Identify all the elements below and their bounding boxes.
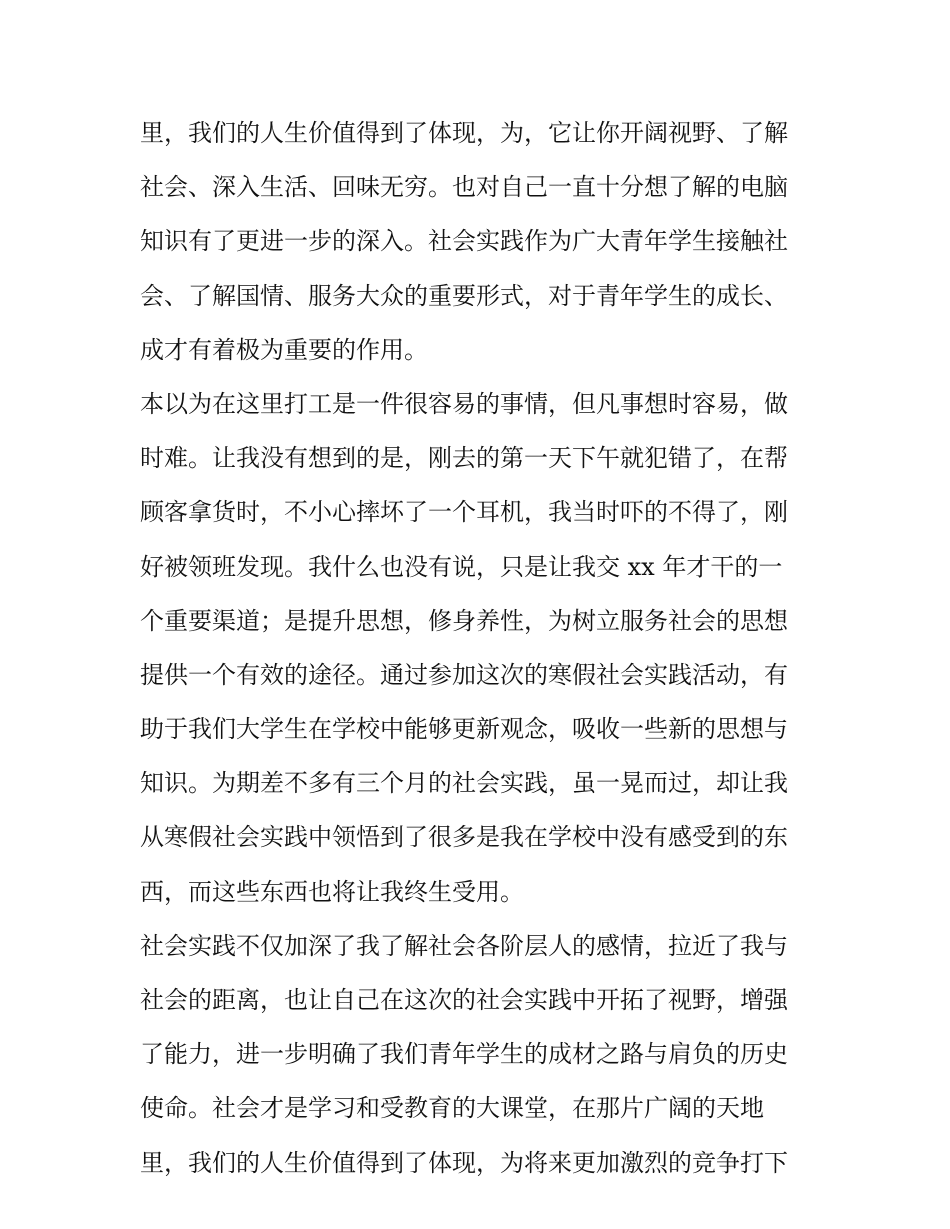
- body-text: [140, 106, 820, 1190]
- text-line: 社会实践不仅加深了我了解社会各阶层人的感情，拉近了我与: [140, 931, 788, 960]
- text-line: 助于我们大学生在学校中能够更新观念，吸收一些新的思想与: [140, 715, 788, 744]
- text-line: 里，我们的人生价值得到了体现，为将来更加激烈的竞争打下: [140, 1148, 788, 1177]
- text-line: 成才有着极为重要的作用。: [140, 335, 428, 364]
- text-line: 知识有了更进一步的深入。社会实践作为广大青年学生接触社: [140, 227, 788, 256]
- text-line: 本以为在这里打工是一件很容易的事情，但凡事想时容易，做: [140, 389, 788, 418]
- text-line: 西，而这些东西也将让我终生受用。: [140, 877, 524, 906]
- text-line: 个重要渠道；是提升思想，修身养性，为树立服务社会的思想: [140, 606, 788, 635]
- text-line: 知识。为期差不多有三个月的社会实践，虽一晃而过，却让我: [140, 769, 788, 798]
- text-line: 社会、深入生活、回味无穷。也对自己一直十分想了解的电脑: [140, 173, 788, 202]
- text-line: 时难。让我没有想到的是，刚去的第一天下午就犯错了，在帮: [140, 444, 788, 473]
- text-line: 社会的距离，也让自己在这次的社会实践中开拓了视野，增强: [140, 986, 788, 1014]
- text-line: 好被领班发现。我什么也没有说，只是让我交 xx 年才干的一: [140, 552, 783, 581]
- text-line: 会、了解国情、服务大众的重要形式，对于青年学生的成长、: [140, 281, 788, 310]
- text-line: 里，我们的人生价值得到了体现，为，它让你开阔视野、了解: [140, 119, 788, 147]
- text-line: 提供一个有效的途径。通过参加这次的寒假社会实践活动，有: [140, 660, 788, 689]
- text-line: 从寒假社会实践中领悟到了很多是我在学校中没有感受到的东: [140, 823, 788, 852]
- text-line: 使命。社会才是学习和受教育的大课堂，在那片广阔的天地: [140, 1094, 764, 1123]
- text-line: 了能力，进一步明确了我们青年学生的成材之路与肩负的历史: [140, 1040, 788, 1069]
- text-line: 顾客拿货时，不小心摔坏了一个耳机，我当时吓的不得了，刚: [140, 498, 788, 527]
